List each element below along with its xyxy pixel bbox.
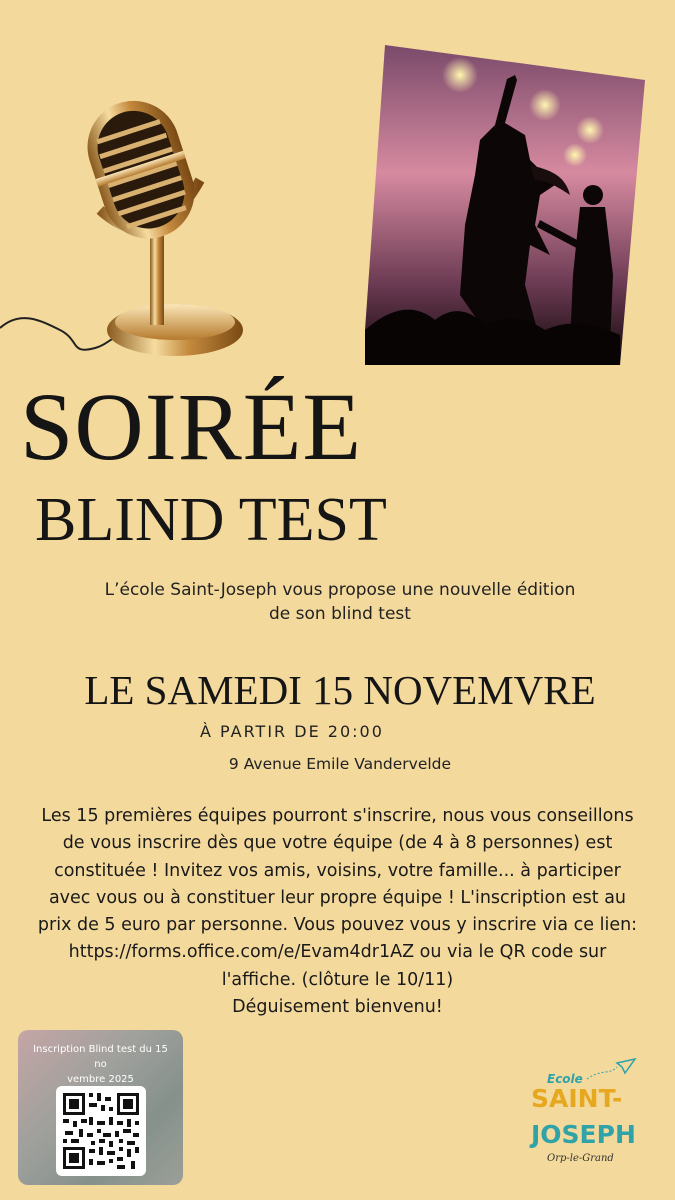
paper-plane-icon xyxy=(617,1059,635,1073)
logo-word: JOSEPH xyxy=(531,1120,636,1149)
description-line: constituée ! Invitez vos amis, voisins, votre famille... à participer xyxy=(54,860,621,881)
description-line: l'affiche. (clôture le 10/11) xyxy=(221,969,454,990)
page-subtitle: BLIND TEST xyxy=(35,486,387,554)
school-logo xyxy=(525,1055,645,1175)
qr-label xyxy=(26,1042,175,1087)
qr-label-line: vembre 2025 xyxy=(67,1074,134,1085)
qr-code[interactable] xyxy=(56,1086,146,1176)
description-line: avec vous ou à constituer leur propre équipe ! L'inscription est au xyxy=(48,887,627,908)
logo-word: Orp-le-Grand xyxy=(547,1153,614,1164)
page-title: SOIRÉE xyxy=(20,373,362,480)
description-line: Les 15 premières équipes pourront s'inscrire, nous vous conseillons xyxy=(41,806,634,826)
event-date: LE SAMEDI 15 NOVEMVRE xyxy=(84,667,596,713)
registration-link[interactable]: https://forms.office.com/e/Evam4dr1AZ ou via le QR code sur xyxy=(68,942,607,963)
qr-label-line: Inscription Blind test du 15 no xyxy=(33,1044,168,1070)
event-address: 9 Avenue Emile Vandervelde xyxy=(228,755,452,773)
qr-card[interactable] xyxy=(18,1030,183,1185)
logo-word: SAINT- xyxy=(531,1084,623,1113)
description-line: de vous inscrire dès que votre équipe (de 4 à 8 personnes) est xyxy=(62,833,613,854)
concert-photo xyxy=(365,45,645,365)
intro-line: L’école Saint-Joseph vous propose une nouvelle édition xyxy=(104,580,576,600)
microphone-icon xyxy=(0,60,260,370)
description-line: prix de 5 euro par personne. Vous pouvez vous y inscrire via ce lien: xyxy=(37,915,638,936)
logo-word: Ecole xyxy=(547,1072,583,1086)
intro-line: de son blind test xyxy=(269,604,411,624)
qr-code-icon xyxy=(56,1086,146,1176)
description xyxy=(10,803,665,1021)
event-time: À PARTIR DE 20:00 xyxy=(200,722,384,741)
intro-text xyxy=(60,578,620,626)
description-line: Déguisement bienvenu! xyxy=(232,997,443,1018)
